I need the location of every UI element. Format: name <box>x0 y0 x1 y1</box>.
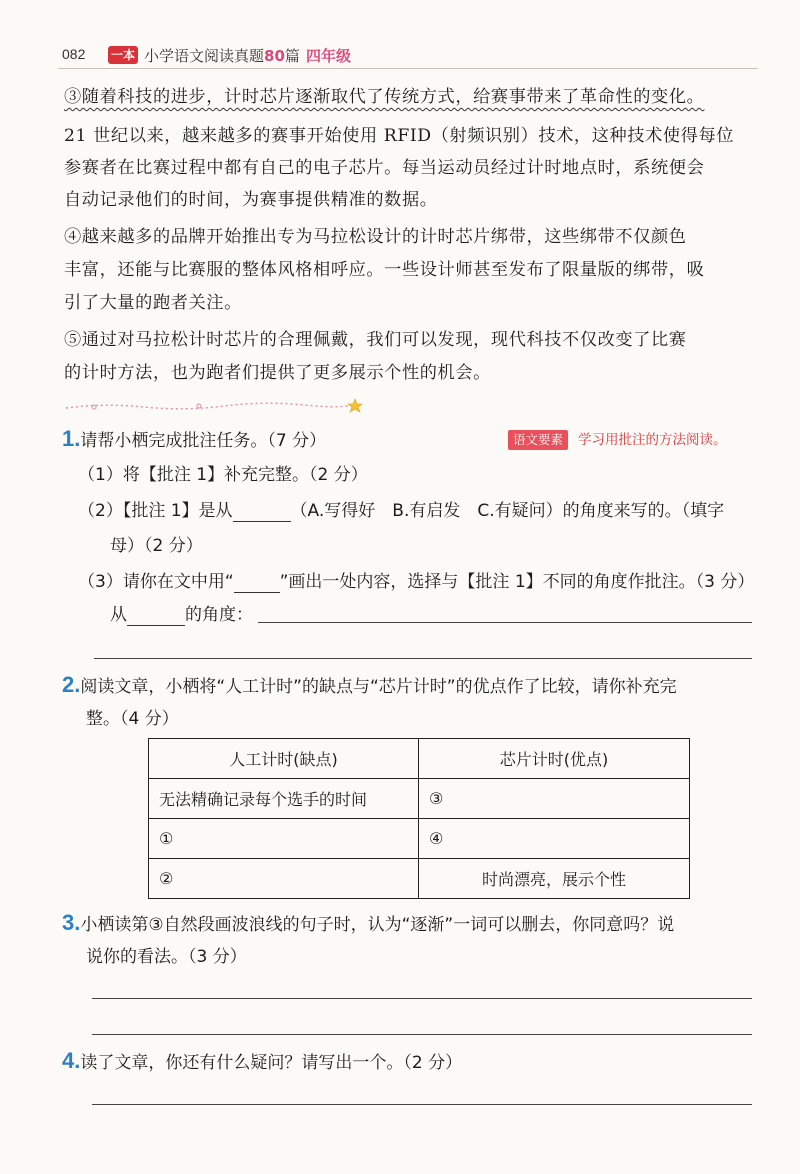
language-element-tag: 语文要素 <box>508 430 568 450</box>
q1-answer-line-1[interactable] <box>258 622 752 623</box>
comparison-table <box>148 738 690 899</box>
star-icon <box>348 399 362 412</box>
q1-sub3-blank[interactable] <box>234 575 280 593</box>
passage-line-5: ④越来越多的品牌开始推出专为马拉松设计的计时芯片绑带，这些绑带不仅颜色 <box>64 227 687 247</box>
table-header-row <box>149 739 690 779</box>
table-cell-answer[interactable]: ① <box>149 819 419 859</box>
header-divider <box>58 68 758 69</box>
series-count: 80 <box>264 47 285 65</box>
passage-line-6: 丰富，还能与比赛服的整体风格相呼应。一些设计师甚至发布了限量版的绑带，吸 <box>64 260 705 280</box>
brand-logo: 一本 <box>108 46 138 64</box>
q1-sub2-cont: 母）（2 分） <box>110 536 203 556</box>
table-cell-answer[interactable]: ③ <box>419 779 690 819</box>
q4-line1-text: 读了文章，你还有什么疑问？请写出一个。（2 分） <box>80 1053 463 1073</box>
q1-sub2 <box>78 500 724 522</box>
table-row <box>149 859 690 899</box>
table-header-manual: 人工计时(缺点) <box>149 739 419 779</box>
q2-line1 <box>62 674 677 698</box>
table-cell: 无法精确记录每个选手的时间 <box>149 779 419 819</box>
q3-line1 <box>62 912 674 936</box>
series-title <box>144 45 300 66</box>
q3-line2: 说你的看法。（3 分） <box>86 947 247 967</box>
q1-title <box>62 428 326 452</box>
series-unit: 篇 <box>284 47 300 65</box>
q1-sub2-rest: （A.写得好 B.有启发 C.有疑问）的角度来写的。（填字 <box>290 501 725 521</box>
table-cell-answer[interactable]: ④ <box>419 819 690 859</box>
q1-answer-line-2[interactable] <box>94 658 752 659</box>
passage-line-8: ⑤通过对马拉松计时芯片的合理佩戴，我们可以发现，现代科技不仅改变了比赛 <box>64 330 687 350</box>
language-element-text: 学习用批注的方法阅读。 <box>578 432 727 448</box>
q1-title-text: 请帮小栖完成批注任务。（7 分） <box>80 431 327 451</box>
q2-line1-text: 阅读文章，小栖将“人工计时”的缺点与“芯片计时”的优点作了比较，请你补充完 <box>80 677 677 697</box>
table-cell-answer[interactable]: ② <box>149 859 419 899</box>
q2-number: 2. <box>62 672 81 697</box>
q1-number: 1. <box>62 426 81 451</box>
q1-from-label: 从 <box>110 605 127 625</box>
passage-line-4: 自动记录他们的时间，为赛事提供精准的数据。 <box>64 190 438 210</box>
passage-line-3: 参赛者在比赛过程中都有自己的电子芯片。每当运动员经过计时地点时，系统便会 <box>64 158 705 178</box>
grade-label: 四年级 <box>306 47 352 65</box>
table-header-chip: 芯片计时(优点) <box>419 739 690 779</box>
wavy-underlined-sentence: ③随着科技的进步，计时芯片逐渐取代了传统方式，给赛事带来了革命性的变化。 <box>64 87 705 107</box>
q1-angle-label: 的角度： <box>185 605 253 625</box>
q4-number: 4. <box>62 1048 81 1073</box>
q1-sub2-lead: （2）【批注 1】是从 <box>78 501 233 521</box>
q1-angle-blank[interactable] <box>127 608 185 626</box>
q3-answer-line-2[interactable] <box>92 1034 752 1035</box>
decorative-divider <box>64 395 364 419</box>
table-cell: 时尚漂亮，展示个性 <box>419 859 690 899</box>
q3-number: 3. <box>62 910 81 935</box>
passage-line-2: 21 世纪以来，越来越多的赛事开始使用 RFID（射频识别）技术，这种技术使得每位 <box>64 126 735 146</box>
q4-line1 <box>62 1050 462 1074</box>
q1-sub3-angle <box>110 604 253 626</box>
q1-sub3-lead: （3）请你在文中用“ <box>78 572 234 592</box>
table-row <box>149 779 690 819</box>
series-title-text: 小学语文阅读真题 <box>144 47 265 65</box>
passage-line-9: 的计时方法，也为跑者们提供了更多展示个性的机会。 <box>64 363 491 383</box>
passage-line-1 <box>64 86 704 108</box>
q3-line1-text: 小栖读第③自然段画波浪线的句子时，认为“逐渐”一词可以删去，你同意吗？说 <box>80 915 675 935</box>
q2-line2: 整。（4 分） <box>86 709 179 729</box>
q1-sub2-blank[interactable] <box>233 504 291 522</box>
q1-sub3-rest: ”画出一处内容，选择与【批注 1】不同的角度作批注。（3 分） <box>279 572 755 592</box>
table-row <box>149 819 690 859</box>
q3-answer-line-1[interactable] <box>92 998 752 999</box>
q4-answer-line-1[interactable] <box>92 1104 752 1105</box>
q1-sub1: （1）将【批注 1】补充完整。（2 分） <box>78 465 368 485</box>
page-number: 082 <box>62 46 86 62</box>
passage-line-7: 引了大量的跑者关注。 <box>64 293 242 313</box>
q1-sub3 <box>78 571 754 593</box>
